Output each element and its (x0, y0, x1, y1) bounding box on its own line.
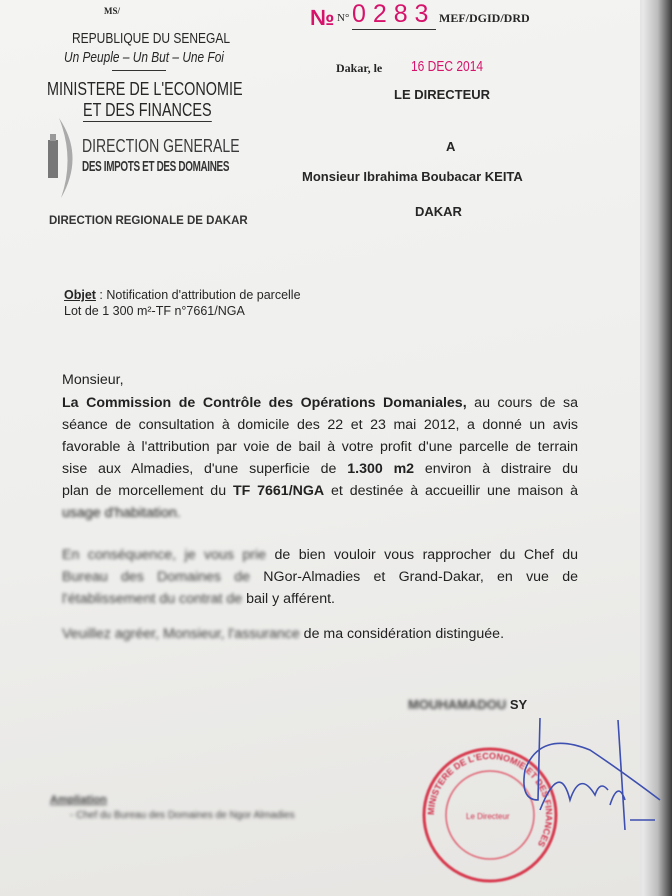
salutation: Monsieur, (62, 372, 124, 388)
text: bail y afférent. (242, 591, 335, 607)
paragraph-1-line (62, 483, 578, 499)
handwritten-signature-icon (500, 710, 672, 880)
number-suffix: MEF/DGID/DRD (439, 11, 530, 25)
text: et destinée à accueillir une maison à (324, 483, 578, 499)
paragraph-2-line (62, 591, 335, 607)
paragraph-2-line (62, 569, 578, 585)
ampliation-label: Ampliation (50, 794, 107, 806)
divider (112, 70, 166, 71)
text: au cours de sa (466, 395, 578, 411)
paragraph-1-line: séance de consultation à domicile des 22 et 23 mai 2012, a donné un avis (62, 417, 578, 433)
regional-direction: DIRECTION REGIONALE DE DAKAR (49, 215, 248, 227)
text: NGor-Almadies et Grand-Dakar, en vue de (250, 569, 578, 585)
date-stamp: 16 DEC 2014 (411, 58, 484, 75)
subject-lot: Lot de 1 300 m²-TF n°7661/NGA (64, 304, 245, 318)
paragraph-1-line (62, 395, 578, 411)
dg-line-1: DIRECTION GENERALE (82, 136, 240, 156)
ministry-line-1: MINISTERE DE L'ECONOMIE (47, 79, 243, 99)
number-prefix: N° (337, 12, 350, 24)
place-date-label: Dakar, le (336, 61, 383, 75)
paragraph-1-last-line: usage d'habitation. (62, 505, 181, 521)
paragraph-1-line (62, 461, 578, 477)
number-stamp-symbol: № (310, 5, 335, 30)
paragraph-2-line (62, 547, 578, 563)
subject-line (64, 288, 301, 302)
stamp-ring-text: MINISTERE DE L'ECONOMIE ET DES FINANCES (425, 750, 555, 849)
reference: MS/ (104, 6, 121, 16)
blurred-text: Veuillez agréer, Monsieur, l'assurance (62, 626, 300, 642)
recipient-prefix: A (446, 139, 456, 154)
parcel-area: 1.300 m2 (347, 461, 415, 477)
national-motto: Un Peuple – Un But – Une Foi (64, 50, 224, 66)
letter-number: 0 2 8 3 (352, 0, 436, 30)
recipient-name: Monsieur Ibrahima Boubacar KEITA (302, 169, 523, 184)
recipient-city: DAKAR (415, 204, 462, 219)
ampliation-item: - Chef du Bureau des Domaines de Ngor Almadies (70, 810, 295, 821)
text: sise aux Almadies, d'une superficie de (62, 461, 348, 477)
closing-formula (62, 626, 504, 642)
ministry-line-2: ET DES FINANCES (83, 100, 212, 120)
blurred-text: l'établissement du contrat de (62, 591, 243, 607)
blurred-text: En conséquence, je vous prie (62, 547, 267, 563)
blurred-text: Bureau des Domaines de (62, 569, 251, 585)
sender-title: LE DIRECTEUR (394, 87, 491, 102)
title-number: TF 7661/NGA (232, 483, 325, 499)
blurred-text: MOUHAMADOU (408, 697, 507, 712)
text: environ à distraire du (414, 461, 578, 477)
text: de bien vouloir vous rapprocher du Chef du (266, 547, 578, 563)
subject-label: Objet (64, 288, 96, 302)
text: Chef du Bureau des Domaines de Ngor Almadies (76, 810, 295, 821)
dgid-logo-icon (45, 116, 85, 200)
stamp-center-text: Le Directeur (466, 812, 510, 821)
country-name: REPUBLIQUE DU SENEGAL (72, 30, 231, 47)
text: plan de morcellement du (62, 483, 233, 499)
paragraph-1-line: favorable à l'attribution par voie de bail à votre profit d'une parcelle de terrain (62, 439, 578, 455)
dg-line-2: DES IMPOTS ET DES DOMAINES (82, 158, 230, 175)
text: de ma considération distinguée. (299, 626, 505, 642)
text: SY (506, 697, 528, 712)
subject-text: : Notification d'attribution de parcelle (95, 288, 301, 302)
commission-name: La Commission de Contrôle des Opérations Domaniales, (62, 395, 467, 411)
